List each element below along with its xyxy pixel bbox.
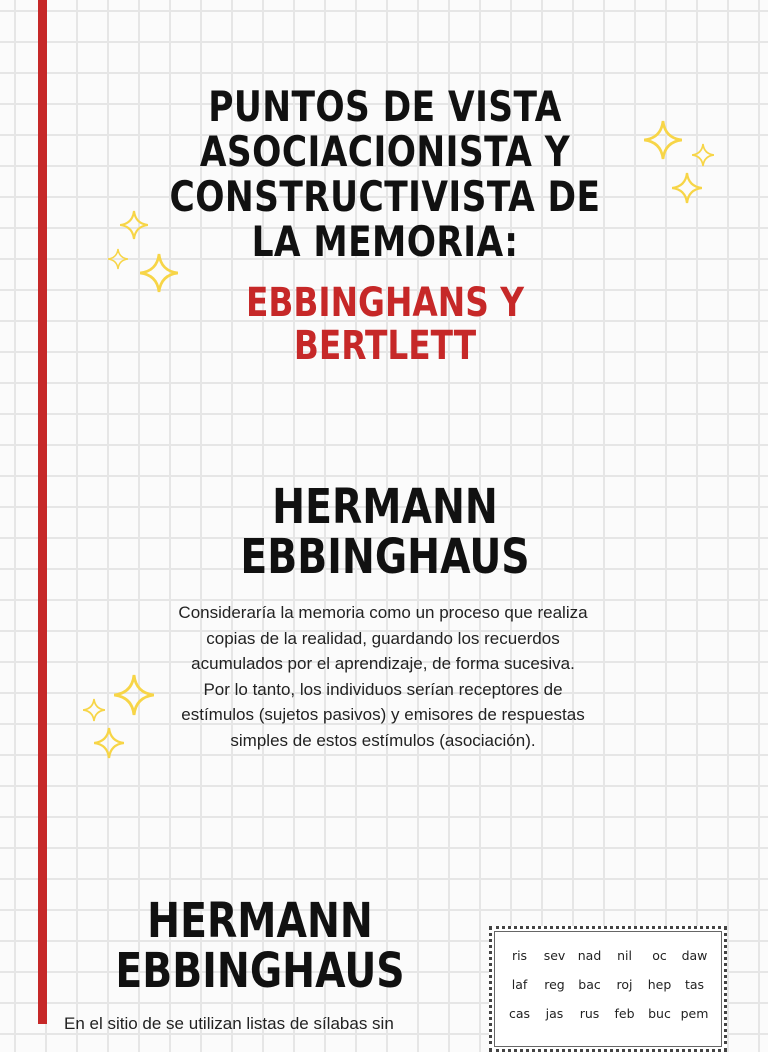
syllable-cell: tas — [684, 977, 705, 992]
sparkle-icon — [692, 143, 714, 167]
margin-line — [38, 0, 47, 1024]
sparkle-icon — [114, 672, 154, 718]
document-subtitle: EBBINGHANS Y BERTLETT — [245, 280, 525, 369]
syllable-cell: daw — [681, 948, 708, 963]
syllable-cell: buc — [648, 1006, 671, 1021]
syllable-cell: feb — [614, 1006, 635, 1021]
syllable-table — [489, 926, 727, 1052]
sparkle-icon — [83, 698, 105, 722]
syllable-cell: laf — [511, 977, 528, 992]
sparkle-icon — [94, 726, 124, 760]
syllable-cell: nil — [617, 948, 632, 963]
sparkle-icon — [672, 172, 702, 204]
syllable-cell: hep — [647, 977, 672, 992]
syllable-cell: rus — [579, 1006, 600, 1021]
section-body-partial: En el sitio de se utilizan listas de sílabas sin — [64, 1014, 394, 1033]
sparkle-icon — [644, 118, 682, 162]
syllable-grid — [502, 947, 712, 1023]
syllable-cell: ris — [511, 948, 528, 963]
syllable-cell: cas — [508, 1006, 531, 1021]
document-title: PUNTOS DE VISTA ASOCIACIONISTA Y CONSTRUCTIVISTA DE LA MEMORIA: — [169, 82, 601, 266]
syllable-cell: pem — [680, 1006, 709, 1021]
syllable-cell: reg — [544, 977, 565, 992]
section-heading-ebbinghaus-2: HERMANN EBBINGHAUS — [115, 893, 405, 999]
sparkle-icon — [120, 210, 148, 240]
sparkle-icon — [108, 248, 128, 270]
syllable-cell: oc — [652, 948, 667, 963]
syllable-cell: sev — [543, 948, 566, 963]
syllable-cell: nad — [577, 948, 602, 963]
syllable-cell: roj — [616, 977, 633, 992]
syllable-cell: bac — [578, 977, 601, 992]
section-heading-ebbinghaus: HERMANN EBBINGHAUS — [240, 479, 530, 585]
section-body-ebbinghaus: Consideraría la memoria como un proceso que realiza copias de la realidad, guardando los recuerdos acumulados por el aprendizaje, de forma sucesiva. Por lo tanto, los individuos serían receptores de estímulos (sujetos pasivos) y emisores de respuestas simples de estos estímulos (asociación). — [178, 603, 588, 750]
syllable-cell: jas — [545, 1006, 564, 1021]
